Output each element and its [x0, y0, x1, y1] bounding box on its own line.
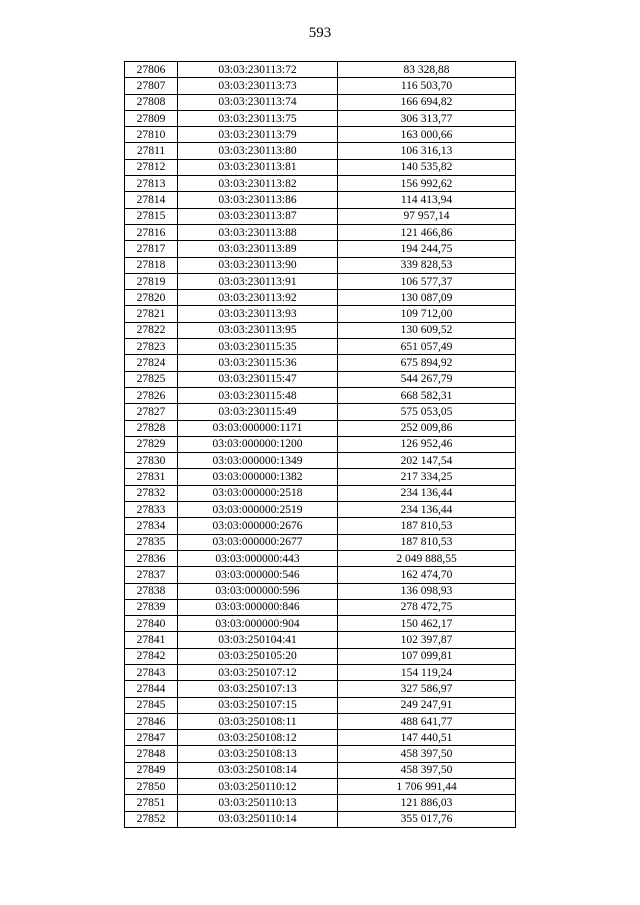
cadastral-number-cell: 03:03:250105:20 — [178, 648, 338, 664]
value-cell: 234 136,44 — [338, 485, 516, 501]
value-cell: 252 009,86 — [338, 420, 516, 436]
value-cell: 544 267,79 — [338, 371, 516, 387]
cadastral-number-cell: 03:03:000000:443 — [178, 550, 338, 566]
table-row — [125, 502, 516, 518]
row-number-cell: 27808 — [125, 94, 178, 110]
row-number-cell: 27807 — [125, 78, 178, 94]
row-number-cell: 27846 — [125, 713, 178, 729]
value-cell: 306 313,77 — [338, 110, 516, 126]
row-number-cell: 27806 — [125, 62, 178, 78]
value-cell: 126 952,46 — [338, 436, 516, 452]
row-number-cell: 27822 — [125, 322, 178, 338]
cadastral-number-cell: 03:03:250107:15 — [178, 697, 338, 713]
row-number-cell: 27840 — [125, 616, 178, 632]
cadastral-number-cell: 03:03:230113:82 — [178, 176, 338, 192]
table-row — [125, 339, 516, 355]
value-cell: 327 586,97 — [338, 681, 516, 697]
value-cell: 156 992,62 — [338, 176, 516, 192]
table-row — [125, 404, 516, 420]
row-number-cell: 27838 — [125, 583, 178, 599]
cadastral-number-cell: 03:03:230113:79 — [178, 127, 338, 143]
row-number-cell: 27815 — [125, 208, 178, 224]
table-row — [125, 583, 516, 599]
cadastral-number-cell: 03:03:000000:1200 — [178, 436, 338, 452]
value-cell: 339 828,53 — [338, 257, 516, 273]
row-number-cell: 27833 — [125, 502, 178, 518]
table-row — [125, 746, 516, 762]
cadastral-number-cell: 03:03:230113:73 — [178, 78, 338, 94]
value-cell: 2 049 888,55 — [338, 550, 516, 566]
cadastral-number-cell: 03:03:250110:14 — [178, 811, 338, 827]
value-cell: 668 582,31 — [338, 387, 516, 403]
cadastral-number-cell: 03:03:000000:546 — [178, 567, 338, 583]
row-number-cell: 27827 — [125, 404, 178, 420]
table-row — [125, 713, 516, 729]
cadastral-number-cell: 03:03:230113:93 — [178, 306, 338, 322]
table-row — [125, 730, 516, 746]
value-cell: 130 609,52 — [338, 322, 516, 338]
table-row — [125, 762, 516, 778]
value-cell: 130 087,09 — [338, 290, 516, 306]
row-number-cell: 27823 — [125, 339, 178, 355]
table-row — [125, 208, 516, 224]
value-cell: 234 136,44 — [338, 502, 516, 518]
value-cell: 278 472,75 — [338, 599, 516, 615]
cadastral-number-cell: 03:03:000000:2518 — [178, 485, 338, 501]
table-row — [125, 224, 516, 240]
row-number-cell: 27841 — [125, 632, 178, 648]
row-number-cell: 27826 — [125, 387, 178, 403]
cadastral-number-cell: 03:03:230113:86 — [178, 192, 338, 208]
table-row — [125, 599, 516, 615]
row-number-cell: 27850 — [125, 779, 178, 795]
table-row — [125, 273, 516, 289]
value-cell: 187 810,53 — [338, 534, 516, 550]
cadastral-number-cell: 03:03:000000:2519 — [178, 502, 338, 518]
row-number-cell: 27829 — [125, 436, 178, 452]
cadastral-number-cell: 03:03:000000:1171 — [178, 420, 338, 436]
row-number-cell: 27816 — [125, 224, 178, 240]
cadastral-number-cell: 03:03:250108:12 — [178, 730, 338, 746]
cadastral-number-cell: 03:03:230115:49 — [178, 404, 338, 420]
table-row — [125, 681, 516, 697]
value-cell: 651 057,49 — [338, 339, 516, 355]
table-row — [125, 94, 516, 110]
table-row — [125, 192, 516, 208]
row-number-cell: 27819 — [125, 273, 178, 289]
cadastral-number-cell: 03:03:230113:75 — [178, 110, 338, 126]
cadastral-value-table — [124, 61, 516, 828]
row-number-cell: 27836 — [125, 550, 178, 566]
cadastral-number-cell: 03:03:230113:88 — [178, 224, 338, 240]
row-number-cell: 27817 — [125, 241, 178, 257]
row-number-cell: 27824 — [125, 355, 178, 371]
cadastral-number-cell: 03:03:000000:2677 — [178, 534, 338, 550]
value-cell: 121 466,86 — [338, 224, 516, 240]
value-cell: 575 053,05 — [338, 404, 516, 420]
value-cell: 1 706 991,44 — [338, 779, 516, 795]
value-cell: 458 397,50 — [338, 746, 516, 762]
row-number-cell: 27814 — [125, 192, 178, 208]
table-row — [125, 518, 516, 534]
table-row — [125, 127, 516, 143]
value-cell: 116 503,70 — [338, 78, 516, 94]
row-number-cell: 27837 — [125, 567, 178, 583]
cadastral-number-cell: 03:03:230113:91 — [178, 273, 338, 289]
value-cell: 202 147,54 — [338, 453, 516, 469]
cadastral-number-cell: 03:03:250110:13 — [178, 795, 338, 811]
table-row — [125, 306, 516, 322]
table-row — [125, 469, 516, 485]
table-row — [125, 257, 516, 273]
value-cell: 355 017,76 — [338, 811, 516, 827]
row-number-cell: 27848 — [125, 746, 178, 762]
cadastral-number-cell: 03:03:000000:1349 — [178, 453, 338, 469]
value-cell: 97 957,14 — [338, 208, 516, 224]
value-cell: 163 000,66 — [338, 127, 516, 143]
table-row — [125, 697, 516, 713]
cadastral-number-cell: 03:03:230115:48 — [178, 387, 338, 403]
row-number-cell: 27849 — [125, 762, 178, 778]
value-cell: 187 810,53 — [338, 518, 516, 534]
value-cell: 488 641,77 — [338, 713, 516, 729]
table-row — [125, 62, 516, 78]
cadastral-number-cell: 03:03:230113:89 — [178, 241, 338, 257]
table-row — [125, 616, 516, 632]
cadastral-number-cell: 03:03:230113:81 — [178, 159, 338, 175]
row-number-cell: 27843 — [125, 664, 178, 680]
cadastral-number-cell: 03:03:230113:87 — [178, 208, 338, 224]
table-row — [125, 664, 516, 680]
row-number-cell: 27842 — [125, 648, 178, 664]
value-cell: 140 535,82 — [338, 159, 516, 175]
value-cell: 147 440,51 — [338, 730, 516, 746]
value-cell: 83 328,88 — [338, 62, 516, 78]
cadastral-number-cell: 03:03:230113:80 — [178, 143, 338, 159]
row-number-cell: 27812 — [125, 159, 178, 175]
value-cell: 675 894,92 — [338, 355, 516, 371]
row-number-cell: 27844 — [125, 681, 178, 697]
cadastral-number-cell: 03:03:250110:12 — [178, 779, 338, 795]
table-row — [125, 779, 516, 795]
cadastral-number-cell: 03:03:250108:14 — [178, 762, 338, 778]
row-number-cell: 27847 — [125, 730, 178, 746]
cadastral-number-cell: 03:03:230115:47 — [178, 371, 338, 387]
value-cell: 154 119,24 — [338, 664, 516, 680]
row-number-cell: 27809 — [125, 110, 178, 126]
value-cell: 136 098,93 — [338, 583, 516, 599]
row-number-cell: 27818 — [125, 257, 178, 273]
table-row — [125, 811, 516, 827]
table-row — [125, 110, 516, 126]
value-cell: 162 474,70 — [338, 567, 516, 583]
value-cell: 166 694,82 — [338, 94, 516, 110]
row-number-cell: 27811 — [125, 143, 178, 159]
table-row — [125, 420, 516, 436]
row-number-cell: 27852 — [125, 811, 178, 827]
cadastral-number-cell: 03:03:000000:904 — [178, 616, 338, 632]
cadastral-number-cell: 03:03:230115:36 — [178, 355, 338, 371]
value-cell: 150 462,17 — [338, 616, 516, 632]
value-cell: 106 577,37 — [338, 273, 516, 289]
table-row — [125, 159, 516, 175]
row-number-cell: 27851 — [125, 795, 178, 811]
table-row — [125, 387, 516, 403]
value-cell: 109 712,00 — [338, 306, 516, 322]
table-row — [125, 290, 516, 306]
row-number-cell: 27813 — [125, 176, 178, 192]
table-row — [125, 355, 516, 371]
table-row — [125, 795, 516, 811]
cadastral-number-cell: 03:03:230113:72 — [178, 62, 338, 78]
value-cell: 194 244,75 — [338, 241, 516, 257]
table-row — [125, 241, 516, 257]
table-row — [125, 550, 516, 566]
row-number-cell: 27830 — [125, 453, 178, 469]
row-number-cell: 27835 — [125, 534, 178, 550]
value-cell: 217 334,25 — [338, 469, 516, 485]
value-cell: 102 397,87 — [338, 632, 516, 648]
cadastral-number-cell: 03:03:250107:13 — [178, 681, 338, 697]
table-row — [125, 143, 516, 159]
table-row — [125, 534, 516, 550]
row-number-cell: 27834 — [125, 518, 178, 534]
table-row — [125, 648, 516, 664]
page-number: 593 — [308, 25, 332, 41]
value-cell: 121 886,03 — [338, 795, 516, 811]
row-number-cell: 27839 — [125, 599, 178, 615]
cadastral-number-cell: 03:03:000000:2676 — [178, 518, 338, 534]
table-row — [125, 436, 516, 452]
value-cell: 249 247,91 — [338, 697, 516, 713]
cadastral-number-cell: 03:03:250107:12 — [178, 664, 338, 680]
row-number-cell: 27845 — [125, 697, 178, 713]
cadastral-number-cell: 03:03:230115:35 — [178, 339, 338, 355]
row-number-cell: 27821 — [125, 306, 178, 322]
value-cell: 106 316,13 — [338, 143, 516, 159]
cadastral-number-cell: 03:03:230113:74 — [178, 94, 338, 110]
cadastral-number-cell: 03:03:250104:41 — [178, 632, 338, 648]
row-number-cell: 27831 — [125, 469, 178, 485]
table-row — [125, 632, 516, 648]
table-row — [125, 453, 516, 469]
cadastral-number-cell: 03:03:230113:90 — [178, 257, 338, 273]
cadastral-number-cell: 03:03:000000:846 — [178, 599, 338, 615]
table-row — [125, 567, 516, 583]
row-number-cell: 27825 — [125, 371, 178, 387]
cadastral-number-cell: 03:03:000000:1382 — [178, 469, 338, 485]
table-row — [125, 78, 516, 94]
table-row — [125, 371, 516, 387]
value-cell: 114 413,94 — [338, 192, 516, 208]
cadastral-number-cell: 03:03:000000:596 — [178, 583, 338, 599]
row-number-cell: 27828 — [125, 420, 178, 436]
value-cell: 107 099,81 — [338, 648, 516, 664]
cadastral-number-cell: 03:03:250108:11 — [178, 713, 338, 729]
cadastral-number-cell: 03:03:230113:95 — [178, 322, 338, 338]
table-row — [125, 176, 516, 192]
cadastral-number-cell: 03:03:250108:13 — [178, 746, 338, 762]
row-number-cell: 27820 — [125, 290, 178, 306]
table-body — [125, 62, 516, 828]
row-number-cell: 27832 — [125, 485, 178, 501]
table-row — [125, 485, 516, 501]
table-row — [125, 322, 516, 338]
value-cell: 458 397,50 — [338, 762, 516, 778]
row-number-cell: 27810 — [125, 127, 178, 143]
cadastral-number-cell: 03:03:230113:92 — [178, 290, 338, 306]
